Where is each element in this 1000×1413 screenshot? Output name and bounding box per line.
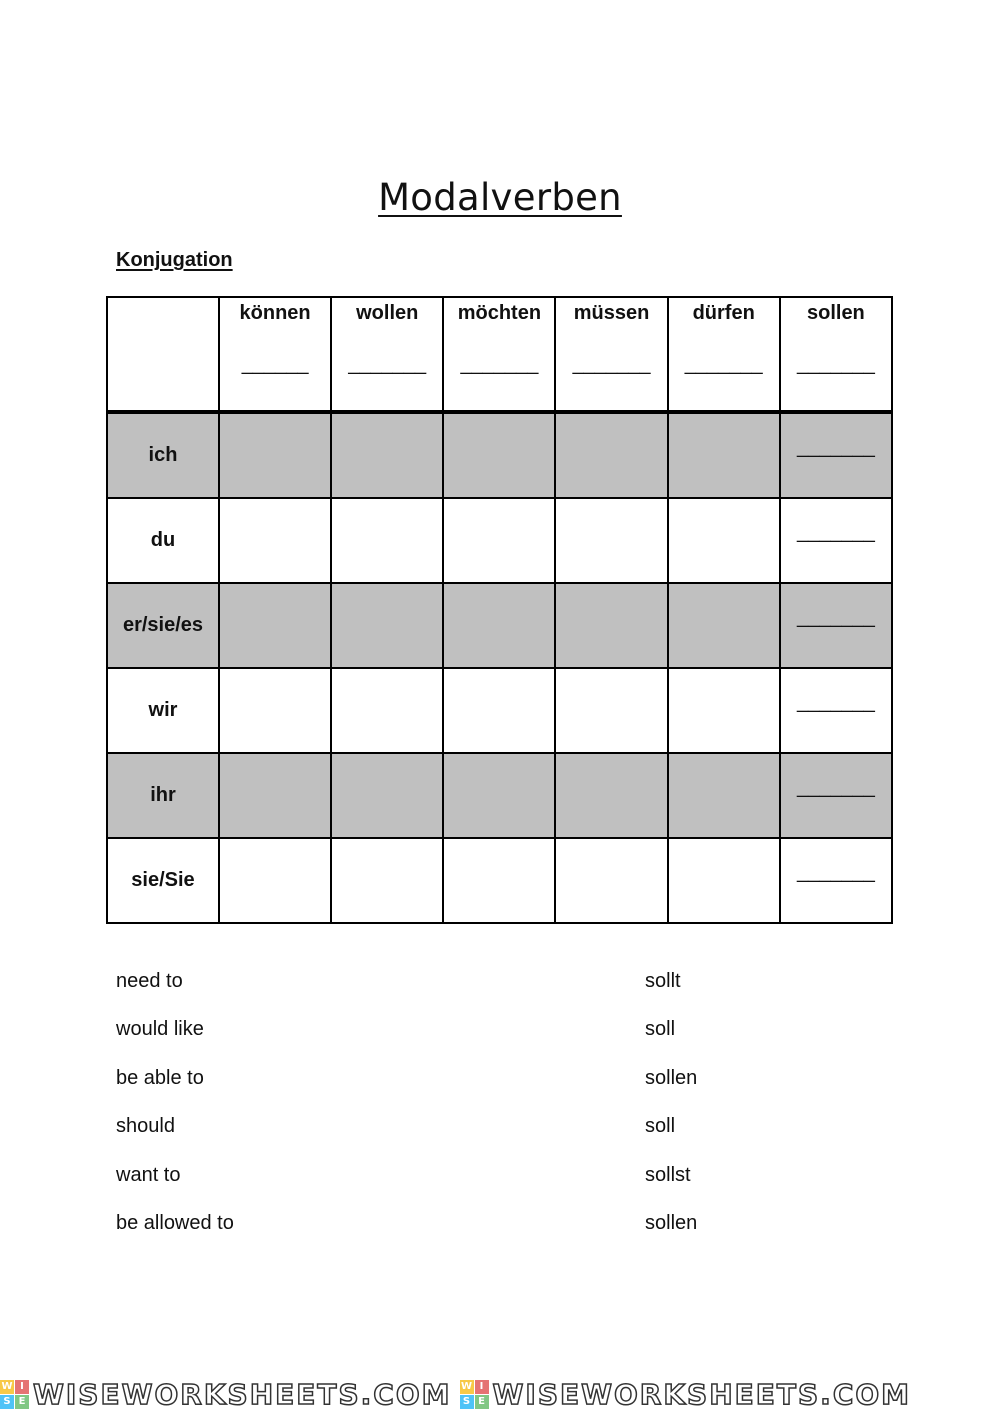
answer-blank[interactable]: _______	[348, 353, 427, 375]
answer-blank[interactable]: _______	[460, 353, 539, 375]
answer-blank[interactable]: _______	[796, 353, 875, 375]
corner-cell	[107, 297, 219, 412]
wise-logo-icon: W I S E	[0, 1380, 29, 1409]
answer-cell[interactable]	[443, 838, 555, 923]
list-item[interactable]: be able to	[116, 1066, 204, 1089]
list-item[interactable]: be allowed to	[116, 1211, 234, 1234]
list-item[interactable]: sollst	[645, 1163, 691, 1186]
answer-cell[interactable]	[219, 753, 331, 838]
list-item[interactable]: soll	[645, 1115, 676, 1138]
pronoun-cell: ich	[107, 412, 219, 498]
german-forms-list	[645, 966, 697, 1256]
answer-cell[interactable]	[668, 583, 780, 668]
watermark-footer	[0, 1378, 1000, 1410]
answer-cell[interactable]	[331, 583, 443, 668]
page-title: Modalverben	[378, 176, 622, 219]
answer-cell[interactable]	[331, 412, 443, 498]
answer-cell[interactable]	[219, 583, 331, 668]
list-item[interactable]: want to	[116, 1163, 181, 1186]
answer-cell[interactable]	[443, 498, 555, 583]
header-cell-duerfen: dürfen _______	[668, 297, 780, 412]
table-row	[107, 412, 892, 498]
watermark-logo	[460, 1378, 912, 1410]
pronoun-cell: du	[107, 498, 219, 583]
table-row	[107, 498, 892, 583]
answer-cell[interactable]	[331, 668, 443, 753]
list-item[interactable]: need to	[116, 970, 183, 992]
answer-cell[interactable]	[331, 753, 443, 838]
answer-cell[interactable]	[443, 668, 555, 753]
header-cell-sollen: sollen _______	[780, 297, 892, 412]
header-cell-wollen: wollen _______	[331, 297, 443, 412]
answer-cell[interactable]	[331, 838, 443, 923]
watermark-text: WISEWORKSHEETS.COM	[33, 1378, 452, 1410]
answer-blank-cell[interactable]: _______	[780, 753, 892, 838]
answer-cell[interactable]	[555, 498, 667, 583]
answer-cell[interactable]	[555, 753, 667, 838]
wise-logo-icon: W I S E	[460, 1380, 489, 1409]
answer-blank-cell[interactable]: _______	[780, 498, 892, 583]
answer-cell[interactable]	[668, 838, 780, 923]
answer-blank-cell[interactable]: _______	[780, 838, 892, 923]
answer-cell[interactable]	[331, 498, 443, 583]
pronoun-cell: er/sie/es	[107, 583, 219, 668]
pronoun-cell: ihr	[107, 753, 219, 838]
answer-cell[interactable]	[443, 583, 555, 668]
table-row	[107, 838, 892, 923]
list-item[interactable]: sollen	[645, 1211, 698, 1234]
table-row	[107, 753, 892, 838]
answer-blank[interactable]: _______	[684, 353, 763, 375]
header-cell-moechten: möchten _______	[443, 297, 555, 412]
list-item[interactable]: would like	[116, 1018, 204, 1041]
answer-blank-cell[interactable]: _______	[780, 412, 892, 498]
answer-cell[interactable]	[555, 583, 667, 668]
answer-cell[interactable]	[555, 838, 667, 923]
answer-cell[interactable]	[668, 753, 780, 838]
watermark-text: WISEWORKSHEETS.COM	[492, 1378, 912, 1410]
watermark-logo	[0, 1378, 452, 1410]
answer-blank[interactable]: ______	[241, 353, 309, 375]
answer-cell[interactable]	[443, 753, 555, 838]
list-item[interactable]: sollen	[645, 1066, 698, 1089]
answer-cell[interactable]	[219, 412, 331, 498]
answer-cell[interactable]	[668, 668, 780, 753]
answer-cell[interactable]	[443, 412, 555, 498]
answer-blank-cell[interactable]: _______	[780, 583, 892, 668]
list-item[interactable]: soll	[645, 1018, 676, 1041]
table-row	[107, 668, 892, 753]
list-item[interactable]: should	[116, 1115, 175, 1138]
header-cell-muessen: müssen _______	[555, 297, 667, 412]
english-meanings-list	[116, 966, 234, 1256]
answer-cell[interactable]	[668, 412, 780, 498]
answer-cell[interactable]	[219, 838, 331, 923]
list-item[interactable]: sollt	[645, 970, 681, 992]
pronoun-cell: wir	[107, 668, 219, 753]
answer-blank[interactable]: _______	[572, 353, 651, 375]
table-header-row	[107, 297, 892, 412]
answer-cell[interactable]	[555, 412, 667, 498]
answer-cell[interactable]	[219, 668, 331, 753]
answer-cell[interactable]	[555, 668, 667, 753]
pronoun-cell: sie/Sie	[107, 838, 219, 923]
section-subtitle: Konjugation	[116, 249, 233, 271]
header-cell-koennen: können ______	[219, 297, 331, 412]
conjugation-table	[106, 296, 893, 924]
answer-cell[interactable]	[668, 498, 780, 583]
table-row	[107, 583, 892, 668]
answer-blank-cell[interactable]: _______	[780, 668, 892, 753]
answer-cell[interactable]	[219, 498, 331, 583]
